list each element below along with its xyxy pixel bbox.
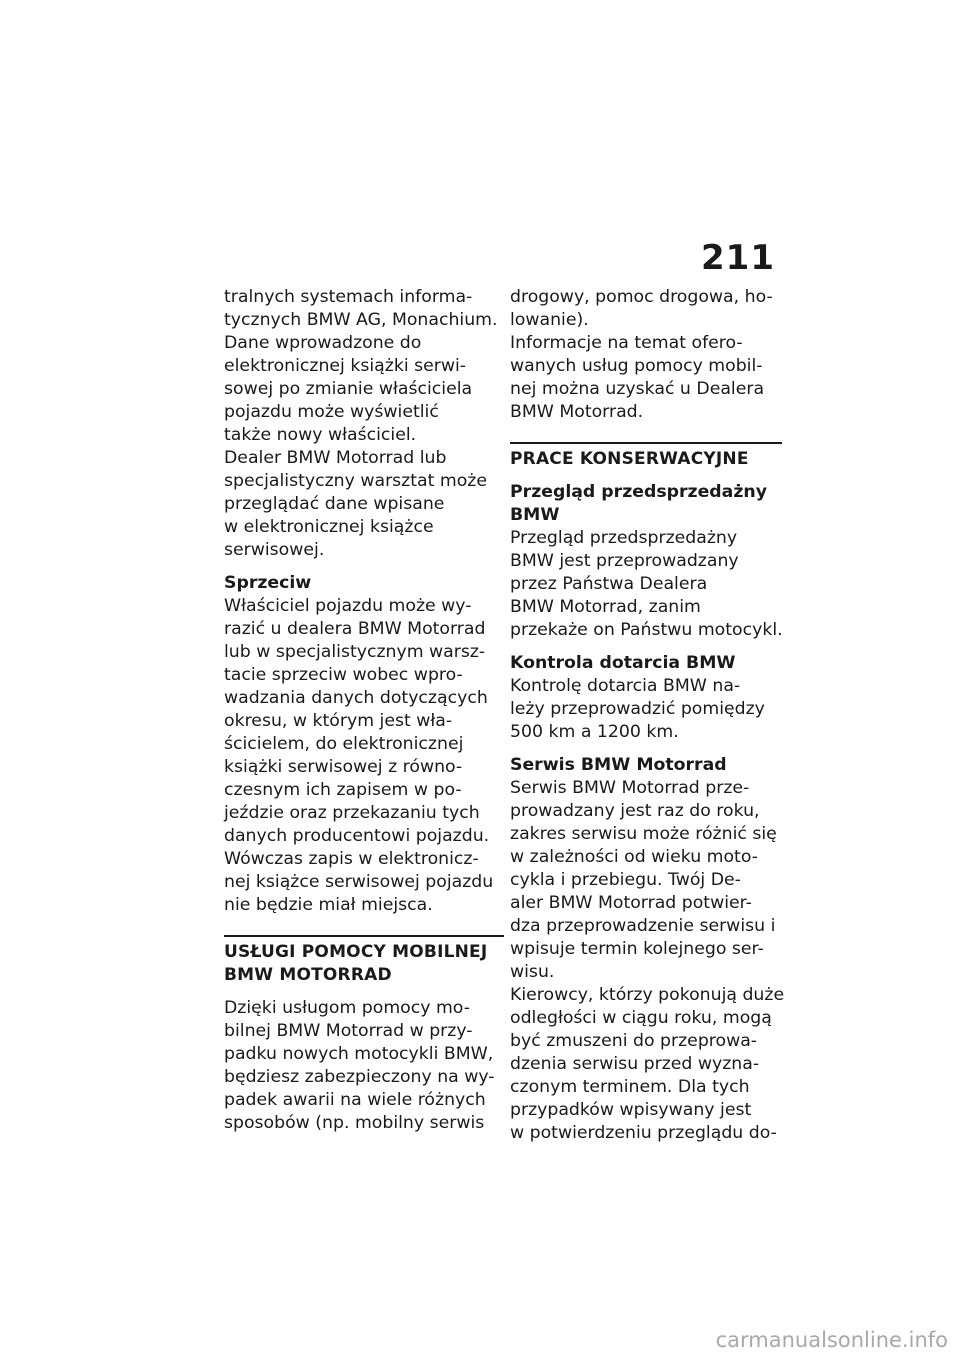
paragraph bbox=[224, 332, 504, 447]
text-line: tycznych BMW AG, Monachium. bbox=[224, 310, 498, 330]
text-line: BMW jest przeprowadzany bbox=[510, 551, 739, 571]
left-column bbox=[224, 286, 504, 1135]
text-line: sposobów (np. mobilny serwis bbox=[224, 1113, 485, 1133]
text-line: drogowy, pomoc drogowa, ho- bbox=[510, 287, 773, 307]
text-line: Serwis BMW Motorrad prze- bbox=[510, 778, 750, 798]
text-line: Kontrola dotarcia BMW bbox=[510, 653, 736, 673]
text-line: wisu. bbox=[510, 962, 555, 982]
section-title bbox=[510, 442, 782, 471]
paragraph bbox=[510, 777, 782, 984]
text-line: nie będzie miał miejsca. bbox=[224, 895, 433, 915]
text-line: Dane wprowadzone do bbox=[224, 333, 422, 353]
text-line: leży przeprowadzić pomiędzy bbox=[510, 699, 765, 719]
text-line: pojazdu może wyświetlić bbox=[224, 402, 439, 422]
text-line: czonym terminem. Dla tych bbox=[510, 1077, 750, 1097]
page-number: 211 bbox=[701, 238, 775, 278]
text-line: dza przeprowadzenie serwisu i bbox=[510, 916, 776, 936]
text-line: przypadków wpisywany jest bbox=[510, 1100, 752, 1120]
paragraph bbox=[224, 447, 504, 562]
watermark: carmanualsonline.info bbox=[715, 1328, 948, 1352]
text-line: Kontrolę dotarcia BMW na- bbox=[510, 676, 741, 696]
text-line: przez Państwa Dealera bbox=[510, 574, 708, 594]
text-line: nej można uzyskać u Dealera bbox=[510, 379, 765, 399]
text-line: jeździe oraz przekazaniu tych bbox=[224, 803, 480, 823]
text-line: serwisowej. bbox=[224, 540, 325, 560]
text-line: w potwierdzeniu przeglądu do- bbox=[510, 1123, 777, 1143]
text-line: bilnej BMW Motorrad w przy- bbox=[224, 1021, 473, 1041]
text-line: zakres serwisu może różnić się bbox=[510, 824, 777, 844]
text-line: sowej po zmianie właściciela bbox=[224, 379, 473, 399]
subheading bbox=[510, 652, 782, 675]
text-line: lowanie). bbox=[510, 310, 589, 330]
paragraph bbox=[224, 286, 504, 332]
text-line: aler BMW Motorrad potwier- bbox=[510, 893, 752, 913]
text-line: lub w specjalistycznym warsz- bbox=[224, 642, 486, 662]
text-line: tralnych systemach informa- bbox=[224, 287, 473, 307]
section-title bbox=[224, 935, 504, 987]
paragraph bbox=[224, 595, 504, 917]
text-line: nej książce serwisowej pojazdu bbox=[224, 872, 494, 892]
text-line: także nowy właściciel. bbox=[224, 425, 417, 445]
paragraph bbox=[510, 675, 782, 744]
text-line: Wówczas zapis w elektronicz- bbox=[224, 849, 479, 869]
text-line: USŁUGI POMOCY MOBILNEJ bbox=[224, 942, 488, 962]
text-line: 500 km a 1200 km. bbox=[510, 722, 679, 742]
text-line: BMW bbox=[510, 505, 560, 525]
text-line: ścicielem, do elektronicznej bbox=[224, 734, 464, 754]
text-line: Dzięki usługom pomocy mo- bbox=[224, 998, 470, 1018]
text-line: w elektronicznej książce bbox=[224, 517, 434, 537]
text-line: wadzania danych dotyczących bbox=[224, 688, 488, 708]
text-line: wanych usług pomocy mobil- bbox=[510, 356, 763, 376]
paragraph bbox=[510, 332, 782, 424]
text-line: Przegląd przedsprzedażny bbox=[510, 482, 767, 502]
text-line: okresu, w którym jest wła- bbox=[224, 711, 453, 731]
text-line: PRACE KONSERWACYJNE bbox=[510, 449, 749, 469]
text-line: w zależności od wieku moto- bbox=[510, 847, 758, 867]
text-line: odległości w ciągu roku, mogą bbox=[510, 1008, 772, 1028]
text-line: Dealer BMW Motorrad lub bbox=[224, 448, 447, 468]
text-line: Właściciel pojazdu może wy- bbox=[224, 596, 472, 616]
text-line: cykla i przebiegu. Twój De- bbox=[510, 870, 741, 890]
text-line: elektronicznej książki serwi- bbox=[224, 356, 467, 376]
subheading bbox=[510, 481, 782, 527]
right-column bbox=[510, 286, 785, 1145]
text-line: książki serwisowej z równo- bbox=[224, 757, 463, 777]
text-line: Przegląd przedsprzedażny bbox=[510, 528, 738, 548]
subheading bbox=[510, 754, 782, 777]
text-line: padek awarii na wiele różnych bbox=[224, 1090, 486, 1110]
text-line: tacie sprzeciw wobec wpro- bbox=[224, 665, 463, 685]
text-line: wpisuje termin kolejnego ser- bbox=[510, 939, 764, 959]
paragraph bbox=[510, 286, 782, 332]
text-line: Serwis BMW Motorrad bbox=[510, 755, 727, 775]
text-line: Informacje na temat ofero- bbox=[510, 333, 743, 353]
paragraph bbox=[510, 527, 782, 642]
text-line: BMW Motorrad, zanim bbox=[510, 597, 701, 617]
text-line: dzenia serwisu przed wyzna- bbox=[510, 1054, 760, 1074]
text-line: przeglądać dane wpisane bbox=[224, 494, 445, 514]
text-line: specjalistyczny warsztat może bbox=[224, 471, 487, 491]
paragraph bbox=[510, 984, 785, 1145]
text-line: być zmuszeni do przeprowa- bbox=[510, 1031, 758, 1051]
subheading-sprzeciw: Sprzeciw bbox=[224, 573, 312, 593]
paragraph bbox=[224, 997, 504, 1135]
text-line: BMW Motorrad. bbox=[510, 402, 644, 422]
text-line: razić u dealera BMW Motorrad bbox=[224, 619, 486, 639]
text-line: danych producentowi pojazdu. bbox=[224, 826, 490, 846]
text-line: czesnym ich zapisem w po- bbox=[224, 780, 462, 800]
text-line: będziesz zabezpieczony na wy- bbox=[224, 1067, 495, 1087]
text-line: Kierowcy, którzy pokonują duże bbox=[510, 985, 785, 1005]
text-line: prowadzany jest raz do roku, bbox=[510, 801, 760, 821]
text-line: padku nowych motocykli BMW, bbox=[224, 1044, 494, 1064]
text-line: BMW MOTORRAD bbox=[224, 965, 392, 985]
text-line: przekaże on Państwu motocykl. bbox=[510, 620, 783, 640]
